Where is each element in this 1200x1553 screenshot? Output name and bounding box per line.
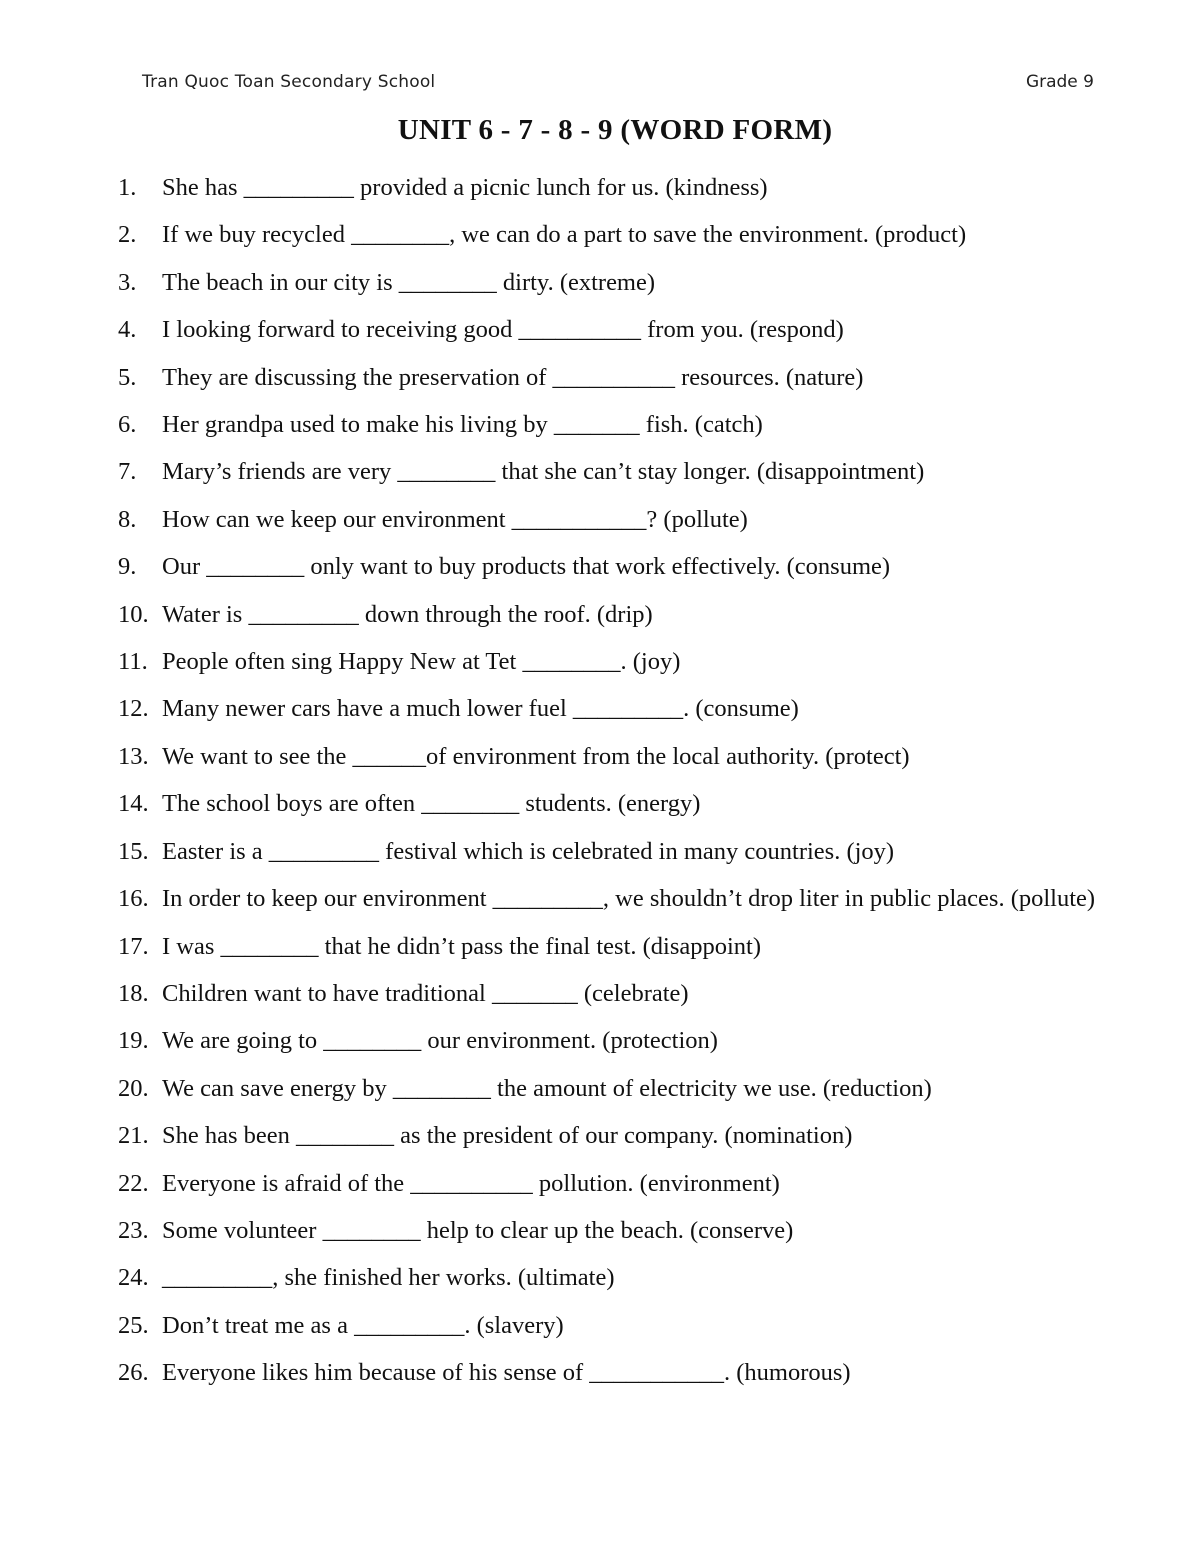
- question-number: 12.: [118, 695, 149, 723]
- question-text: We want to see the ______of environment from the local authority. (protect): [162, 742, 910, 770]
- question-text: In order to keep our environment _________, we shouldn’t drop liter in public places. (pollute): [162, 885, 1096, 913]
- question-text: Easter is a _________ festival which is celebrated in many countries. (joy): [162, 837, 895, 865]
- question-item: [118, 875, 1118, 922]
- question-number: 7.: [118, 458, 137, 486]
- question-item: [118, 306, 1118, 353]
- question-number: 17.: [118, 932, 149, 960]
- question-item: [118, 1254, 1118, 1301]
- question-text: _________, she finished her works. (ultimate): [162, 1264, 615, 1292]
- question-item: [118, 1017, 1118, 1064]
- question-number: 18.: [118, 979, 149, 1007]
- question-text: Some volunteer ________ help to clear up the beach. (conserve): [162, 1216, 794, 1244]
- question-number: 11.: [118, 648, 148, 676]
- question-item: [118, 780, 1118, 827]
- question-text: Her grandpa used to make his living by _______ fish. (catch): [162, 411, 763, 439]
- question-text: She has _________ provided a picnic lunch for us. (kindness): [162, 174, 768, 201]
- question-text: The beach in our city is ________ dirty. (extreme): [162, 268, 656, 296]
- question-item: [118, 638, 1118, 685]
- question-number: 13.: [118, 742, 149, 770]
- question-text: Everyone likes him because of his sense of ___________. (humorous): [162, 1359, 851, 1387]
- page-title: UNIT 6 - 7 - 8 - 9 (WORD FORM): [397, 114, 833, 146]
- question-number: 6.: [118, 411, 137, 439]
- question-item: [118, 1207, 1118, 1254]
- question-item: [118, 828, 1118, 875]
- question-number: 21.: [118, 1122, 149, 1150]
- question-number: 25.: [118, 1311, 149, 1339]
- question-text: I was ________ that he didn’t pass the final test. (disappoint): [162, 932, 762, 960]
- question-number: 4.: [118, 316, 137, 344]
- question-item: [118, 1160, 1118, 1207]
- question-number: 15.: [118, 837, 149, 865]
- question-number: 24.: [118, 1264, 149, 1292]
- question-text: Water is _________ down through the roof. (drip): [162, 600, 653, 628]
- question-number: 5.: [118, 363, 137, 391]
- question-item: [118, 259, 1118, 306]
- question-item: [118, 496, 1118, 543]
- question-text: I looking forward to receiving good __________ from you. (respond): [162, 316, 844, 344]
- question-text: Mary’s friends are very ________ that she can’t stay longer. (disappointment): [162, 458, 925, 486]
- question-item: [118, 448, 1118, 495]
- question-item: [118, 733, 1118, 780]
- question-text: Don’t treat me as a _________. (slavery): [162, 1311, 564, 1339]
- question-list: [118, 164, 1118, 1397]
- question-text: Many newer cars have a much lower fuel _________. (consume): [162, 695, 799, 723]
- school-name: Tran Quoc Toan Secondary School: [142, 72, 436, 92]
- question-text: Children want to have traditional _______ (celebrate): [162, 979, 689, 1007]
- question-item: [118, 211, 1118, 258]
- question-number: 2.: [118, 221, 137, 249]
- question-number: 14.: [118, 790, 149, 818]
- question-item: [118, 401, 1118, 448]
- question-item: [118, 543, 1118, 590]
- question-text: If we buy recycled ________, we can do a part to save the environment. (product): [162, 221, 967, 249]
- question-item: [118, 354, 1118, 401]
- question-number: 23.: [118, 1216, 149, 1244]
- question-item: [118, 923, 1118, 970]
- question-number: 9.: [118, 553, 137, 581]
- question-text: They are discussing the preservation of __________ resources. (nature): [162, 363, 864, 391]
- question-text: How can we keep our environment ___________? (pollute): [162, 505, 748, 533]
- question-item: [118, 685, 1118, 732]
- question-text: We are going to ________ our environment. (protection): [162, 1027, 718, 1055]
- question-item: [118, 1349, 1118, 1396]
- question-text: The school boys are often ________ students. (energy): [162, 790, 701, 818]
- question-number: 1.: [118, 174, 137, 201]
- question-item: [118, 591, 1118, 638]
- question-item: [118, 164, 1118, 211]
- page-header: [142, 72, 1094, 96]
- question-text: We can save energy by ________ the amount of electricity we use. (reduction): [162, 1074, 932, 1102]
- question-number: 22.: [118, 1169, 149, 1197]
- question-number: 19.: [118, 1027, 149, 1055]
- question-text: She has been ________ as the president of our company. (nomination): [162, 1122, 853, 1150]
- question-item: [118, 1112, 1118, 1159]
- question-item: [118, 1065, 1118, 1112]
- grade-label: Grade 9: [1025, 72, 1094, 92]
- question-number: 16.: [118, 885, 149, 913]
- question-number: 8.: [118, 505, 137, 533]
- question-number: 20.: [118, 1074, 149, 1102]
- question-number: 26.: [118, 1359, 149, 1387]
- question-number: 10.: [118, 600, 149, 628]
- question-text: Our ________ only want to buy products that work effectively. (consume): [162, 553, 891, 581]
- question-item: [118, 970, 1118, 1017]
- question-number: 3.: [118, 268, 137, 296]
- question-item: [118, 1302, 1118, 1349]
- question-text: Everyone is afraid of the __________ pollution. (environment): [162, 1169, 780, 1197]
- question-text: People often sing Happy New at Tet ________. (joy): [162, 648, 681, 676]
